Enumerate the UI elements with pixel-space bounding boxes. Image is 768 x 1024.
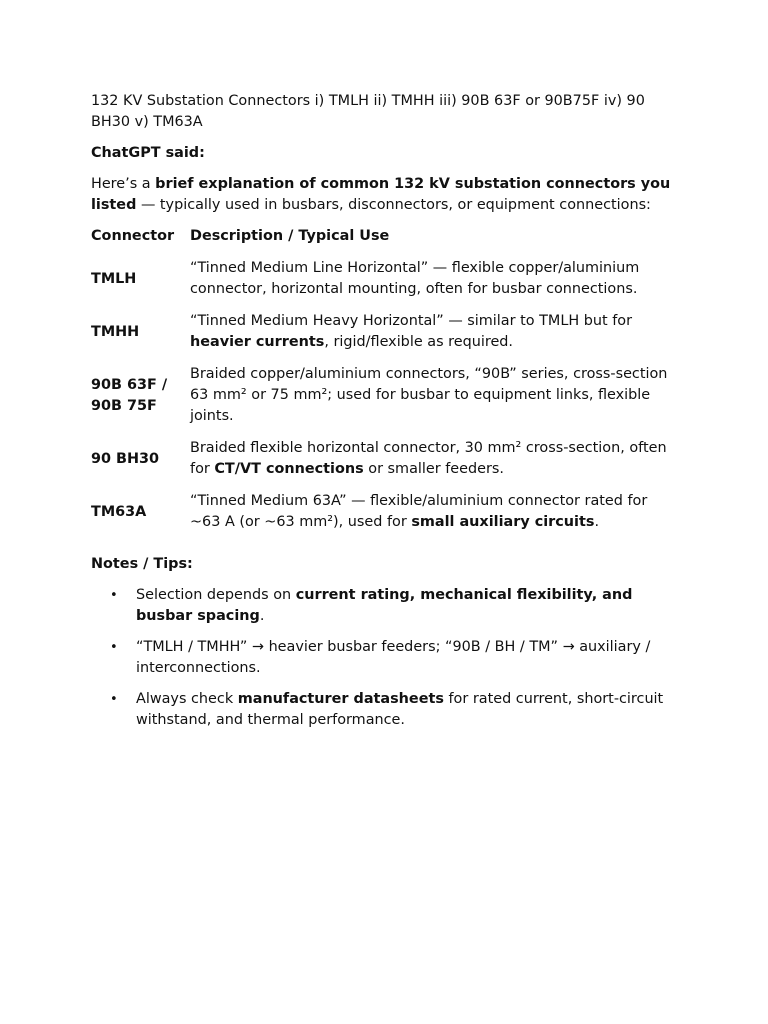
table-row xyxy=(91,491,681,544)
connector-name: TMHH xyxy=(91,323,140,340)
intro-text: Here’s a xyxy=(91,176,156,192)
notes-list xyxy=(91,585,681,731)
connector-table xyxy=(91,226,681,544)
table-row xyxy=(91,311,681,364)
connector-description: Braided flexible horizontal connector, 30 mm² cross-section, often for CT/VT connections or smaller feeders. xyxy=(190,440,667,477)
list-item: • “TMLH / TMHH” → heavier busbar feeders; “90B / BH / TM” → auxiliary / interconnections. xyxy=(110,639,651,676)
connector-description: “Tinned Medium Heavy Horizontal” — similar to TMLH but for heavier currents, rigid/flexible as required. xyxy=(190,313,633,350)
list-item: • Always check manufacturer datasheets for rated current, short-circuit withstand, and thermal performance. xyxy=(110,691,664,728)
list-item: • Selection depends on current rating, mechanical flexibility, and busbar spacing. xyxy=(110,587,633,624)
bullet-icon: • xyxy=(110,692,118,707)
bullet-icon: • xyxy=(110,640,118,655)
bullet-icon: • xyxy=(110,588,118,603)
table-row xyxy=(91,364,681,438)
header-connector: Connector xyxy=(91,228,175,244)
user-prompt: 132 KV Substation Connectors i) TMLH ii) TMHH iii) 90B 63F or 90B75F iv) 90 BH30 v) TM63A xyxy=(91,93,645,130)
connector-description: Braided copper/aluminium connectors, “90B” series, cross-section 63 mm² or 75 mm²; used for busbar to equipment links, flexible joints. xyxy=(190,366,668,424)
connector-description: “Tinned Medium Line Horizontal” — flexible copper/aluminium connector, horizontal mounting, often for busbar connections. xyxy=(190,260,640,297)
notes-title: Notes / Tips: xyxy=(91,556,193,572)
connector-name: TM63A xyxy=(91,503,147,520)
connector-name: 90B 63F / 90B 75F xyxy=(91,376,168,414)
chatgpt-said-label: ChatGPT said: xyxy=(91,145,205,161)
intro-text-end: — typically used in busbars, disconnectors, or equipment connections: xyxy=(136,197,651,213)
connector-name: 90 BH30 xyxy=(91,450,160,467)
connector-name: TMLH xyxy=(91,270,137,287)
intro-paragraph xyxy=(91,174,681,216)
table-row xyxy=(91,258,681,311)
table-row xyxy=(91,438,681,491)
document-page xyxy=(91,91,681,741)
intro-bold: brief explanation of common 132 kV substation connectors you listed xyxy=(91,176,671,213)
connector-description: “Tinned Medium 63A” — flexible/aluminium connector rated for ~63 A (or ~63 mm²), used for small auxiliary circuits. xyxy=(190,493,648,530)
header-description: Description / Typical Use xyxy=(190,228,390,244)
